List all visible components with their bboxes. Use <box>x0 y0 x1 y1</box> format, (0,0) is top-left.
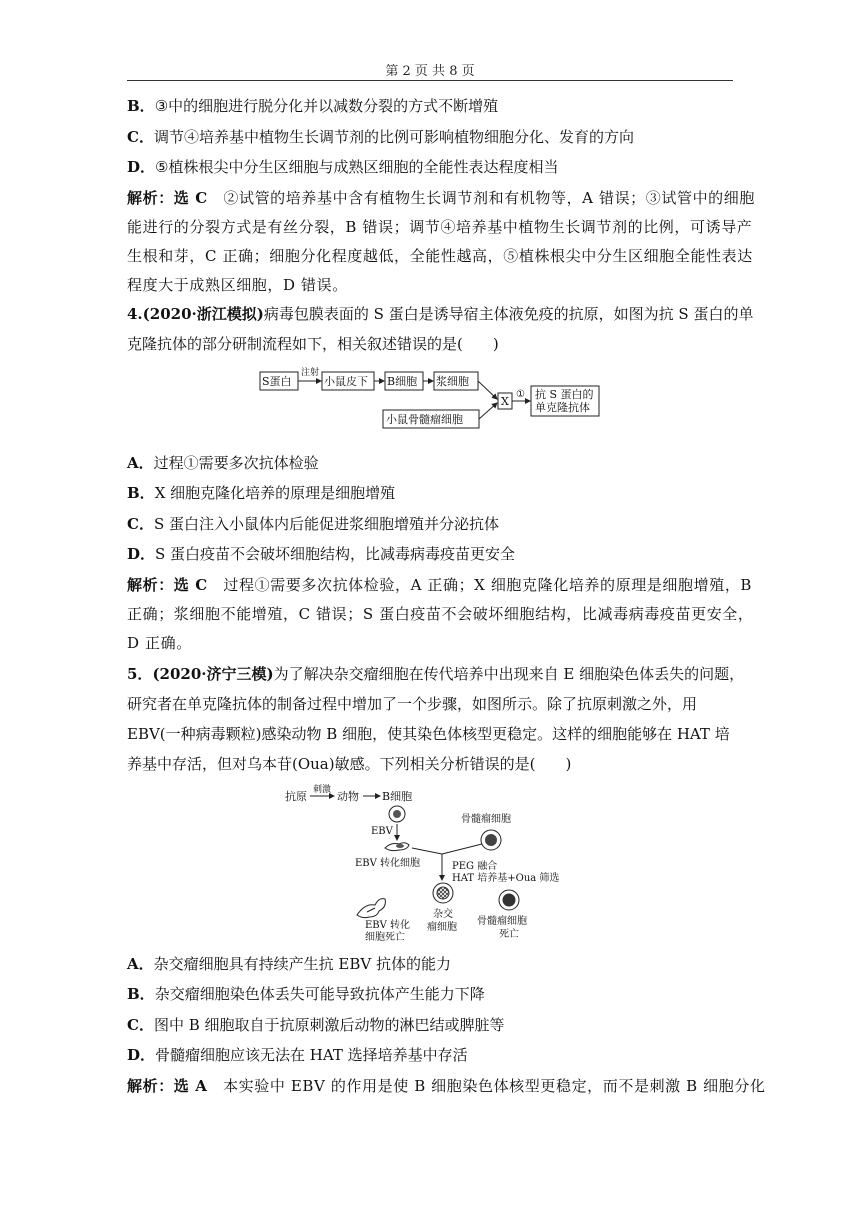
option-letter: B． <box>127 985 155 1003</box>
q5-solution <box>127 1076 766 1096</box>
mouse-skin-label: 小鼠皮下 <box>324 374 368 388</box>
option-letter: C． <box>127 127 154 146</box>
x-label: X <box>501 394 509 408</box>
q4-option-d <box>127 544 737 564</box>
q5-option-c <box>127 1015 737 1035</box>
q5-stem-line: 研究者在单克隆抗体的制备过程中增加了一个步骤，如图所示。除了抗原刺激之外，用 <box>127 694 698 713</box>
option-letter: B． <box>127 97 155 115</box>
question-number: 5． <box>127 664 153 683</box>
solution-line: 能进行的分裂方式是有丝分裂，B 错误；调节④培养基中植物生长调节剂的比例，可诱导产 <box>127 217 753 236</box>
ebv-transformed-label: EBV 转化细胞 <box>355 857 421 869</box>
q5-stem-line: 养基中存活，但对乌本苷(Oua)敏感。下列相关分析错误的是( ) <box>127 754 572 773</box>
option-letter: A． <box>127 954 154 973</box>
solution-line: 解析：选 C 过程①需要多次抗体检验，A 正确；X 细胞克隆化培养的原理是细胞增殖，B <box>127 575 753 594</box>
page-content <box>127 96 766 1105</box>
antibody-label-line2: 单克隆抗体 <box>535 400 590 414</box>
ebv-dead-label-line2: 细胞死亡 <box>365 931 405 943</box>
option-text: 图中 B 细胞取自于抗原刺激后动物的淋巴结或脾脏等 <box>153 1015 505 1034</box>
option-letter: B． <box>127 484 155 502</box>
s-protein-label: S蛋白 <box>262 374 292 388</box>
option-text: X 细胞克隆化培养的原理是细胞增殖 <box>154 484 396 502</box>
hybridoma-diagram-svg <box>127 782 737 944</box>
q5-hybridoma-diagram <box>127 782 737 944</box>
q4-stem-line: 克隆抗体的部分研制流程如下，相关叙述错误的是( ) <box>127 335 499 353</box>
hybridoma-label-line1: 杂交 <box>433 908 453 920</box>
ebv-cell-nucleus-icon <box>396 844 404 848</box>
b-cell-label: B细胞 <box>382 789 413 803</box>
solution-label: 解析：选 C <box>127 575 208 594</box>
q5-stem-line: EBV(一种病毒颗粒)感染动物 B 细胞，使其染色体核型更稳定。这样的细胞能够在 HAT 培 <box>127 724 730 743</box>
solution-label: 解析：选 C <box>127 188 208 207</box>
option-letter: D． <box>127 158 156 176</box>
plasma-cell-label: 浆细胞 <box>436 374 469 388</box>
solution-line: 生根和芽，C 正确；细胞分化程度越低，全能性越高，⑤植株根尖中分生区细胞全能性表达 <box>127 246 753 265</box>
option-text: ③中的细胞进行脱分化并以减数分裂的方式不断增殖 <box>154 97 499 115</box>
q4-solution <box>127 575 754 653</box>
option-text: 骨髓瘤细胞应该无法在 HAT 选择培养基中存活 <box>155 1046 468 1064</box>
ebv-label: EBV <box>371 825 393 837</box>
stimulate-label: 刺激 <box>313 784 332 795</box>
option-text: 调节④培养基中植物生长调节剂的比例可影响植物细胞分化、发育的方向 <box>153 127 634 146</box>
q3-solution <box>127 188 755 295</box>
solution-line: 正确；浆细胞不能增殖，C 错误；S 蛋白疫苗不会破坏细胞结构，比减毒病毒疫苗更安全， <box>127 604 754 623</box>
hat-oua-label: HAT 培养基+Oua 筛选 <box>452 872 560 884</box>
option-letter: C． <box>127 1015 154 1034</box>
q3-option-c <box>127 127 737 147</box>
option-letter: A． <box>127 453 154 472</box>
option-text: 杂交瘤细胞具有持续产生抗 EBV 抗体的能力 <box>153 954 451 973</box>
myeloma-label: 小鼠骨髓瘤细胞 <box>386 412 463 426</box>
solution-label: 解析：选 A <box>127 1076 208 1095</box>
dead-myeloma-nucleus-icon <box>503 893 516 906</box>
animal-label: 动物 <box>337 789 359 803</box>
b-cell-nucleus-icon <box>393 810 401 818</box>
dead-ebv-cell-icon <box>357 898 385 917</box>
option-text: S 蛋白疫苗不会破坏细胞结构，比减毒病毒疫苗更安全 <box>155 545 516 563</box>
question-source: (2020·浙江模拟) <box>142 304 264 323</box>
antigen-label: 抗原 <box>285 789 307 803</box>
option-letter: D． <box>127 545 156 563</box>
solution-line: D 正确。 <box>127 633 192 652</box>
myeloma-label: 骨髓瘤细胞 <box>461 813 511 825</box>
option-letter: D． <box>127 1046 156 1064</box>
page-header: 第 2 页 共 8 页 <box>385 64 475 79</box>
option-text: 过程①需要多次抗体检验 <box>153 453 319 472</box>
q5-option-b <box>127 984 737 1004</box>
solution-line: 解析：选 A 本实验中 EBV 的作用是使 B 细胞染色体核型更稳定，而不是刺激 B 细胞分化 <box>127 1076 766 1095</box>
q5-option-d <box>127 1045 737 1065</box>
myeloma-nucleus-icon <box>485 834 497 846</box>
solution-line: 程度大于成熟区细胞，D 错误。 <box>127 275 348 294</box>
step1-label: ① <box>516 388 525 400</box>
header-rule <box>127 80 733 81</box>
q3-option-b <box>127 96 737 116</box>
q5-option-a <box>127 954 737 974</box>
option-letter: C． <box>127 514 154 533</box>
hybridoma-nucleus-icon <box>437 887 449 899</box>
b-cell-label: B细胞 <box>387 374 418 388</box>
option-text: S 蛋白注入小鼠体内后能促进浆细胞增殖并分泌抗体 <box>153 514 499 533</box>
q3-option-d <box>127 157 737 177</box>
ebv-dead-label-line1: EBV 转化 <box>365 919 411 931</box>
question-number: 4. <box>127 304 143 323</box>
q4-option-a <box>127 453 737 473</box>
flow-diagram-svg <box>127 365 737 439</box>
question-source: (2020·济宁三模) <box>152 664 274 683</box>
inject-label: 注射 <box>301 367 320 378</box>
q4-stem: 4.(2020·浙江模拟)病毒包膜表面的 S 蛋白是诱导宿主体液免疫的抗原，如图为抗 S 蛋白的单 <box>127 304 754 323</box>
q4-option-b <box>127 483 737 503</box>
hybridoma-label-line2: 瘤细胞 <box>427 921 457 933</box>
myeloma-dead-label-line1: 骨髓瘤细胞 <box>477 915 527 927</box>
solution-line: 解析：选 C ②试管的培养基中含有植物生长调节剂和有机物等，A 错误；③试管中的细胞 <box>127 188 755 207</box>
antibody-label-line1: 抗 S 蛋白的 <box>535 387 594 401</box>
option-text: 杂交瘤细胞染色体丢失可能导致抗体产生能力下降 <box>154 985 485 1003</box>
peg-fusion-label: PEG 融合 <box>452 860 498 872</box>
q4-flow-diagram <box>127 365 737 439</box>
option-text: ⑤植株根尖中分生区细胞与成熟区细胞的全能性表达程度相当 <box>155 158 559 176</box>
q4-option-c <box>127 514 737 534</box>
myeloma-dead-label-line2: 死亡 <box>499 928 519 940</box>
q5-stem: 5．(2020·济宁三模)为了解决杂交瘤细胞在传代培养中出现来自 E 细胞染色体丢失的问题， <box>127 664 745 683</box>
